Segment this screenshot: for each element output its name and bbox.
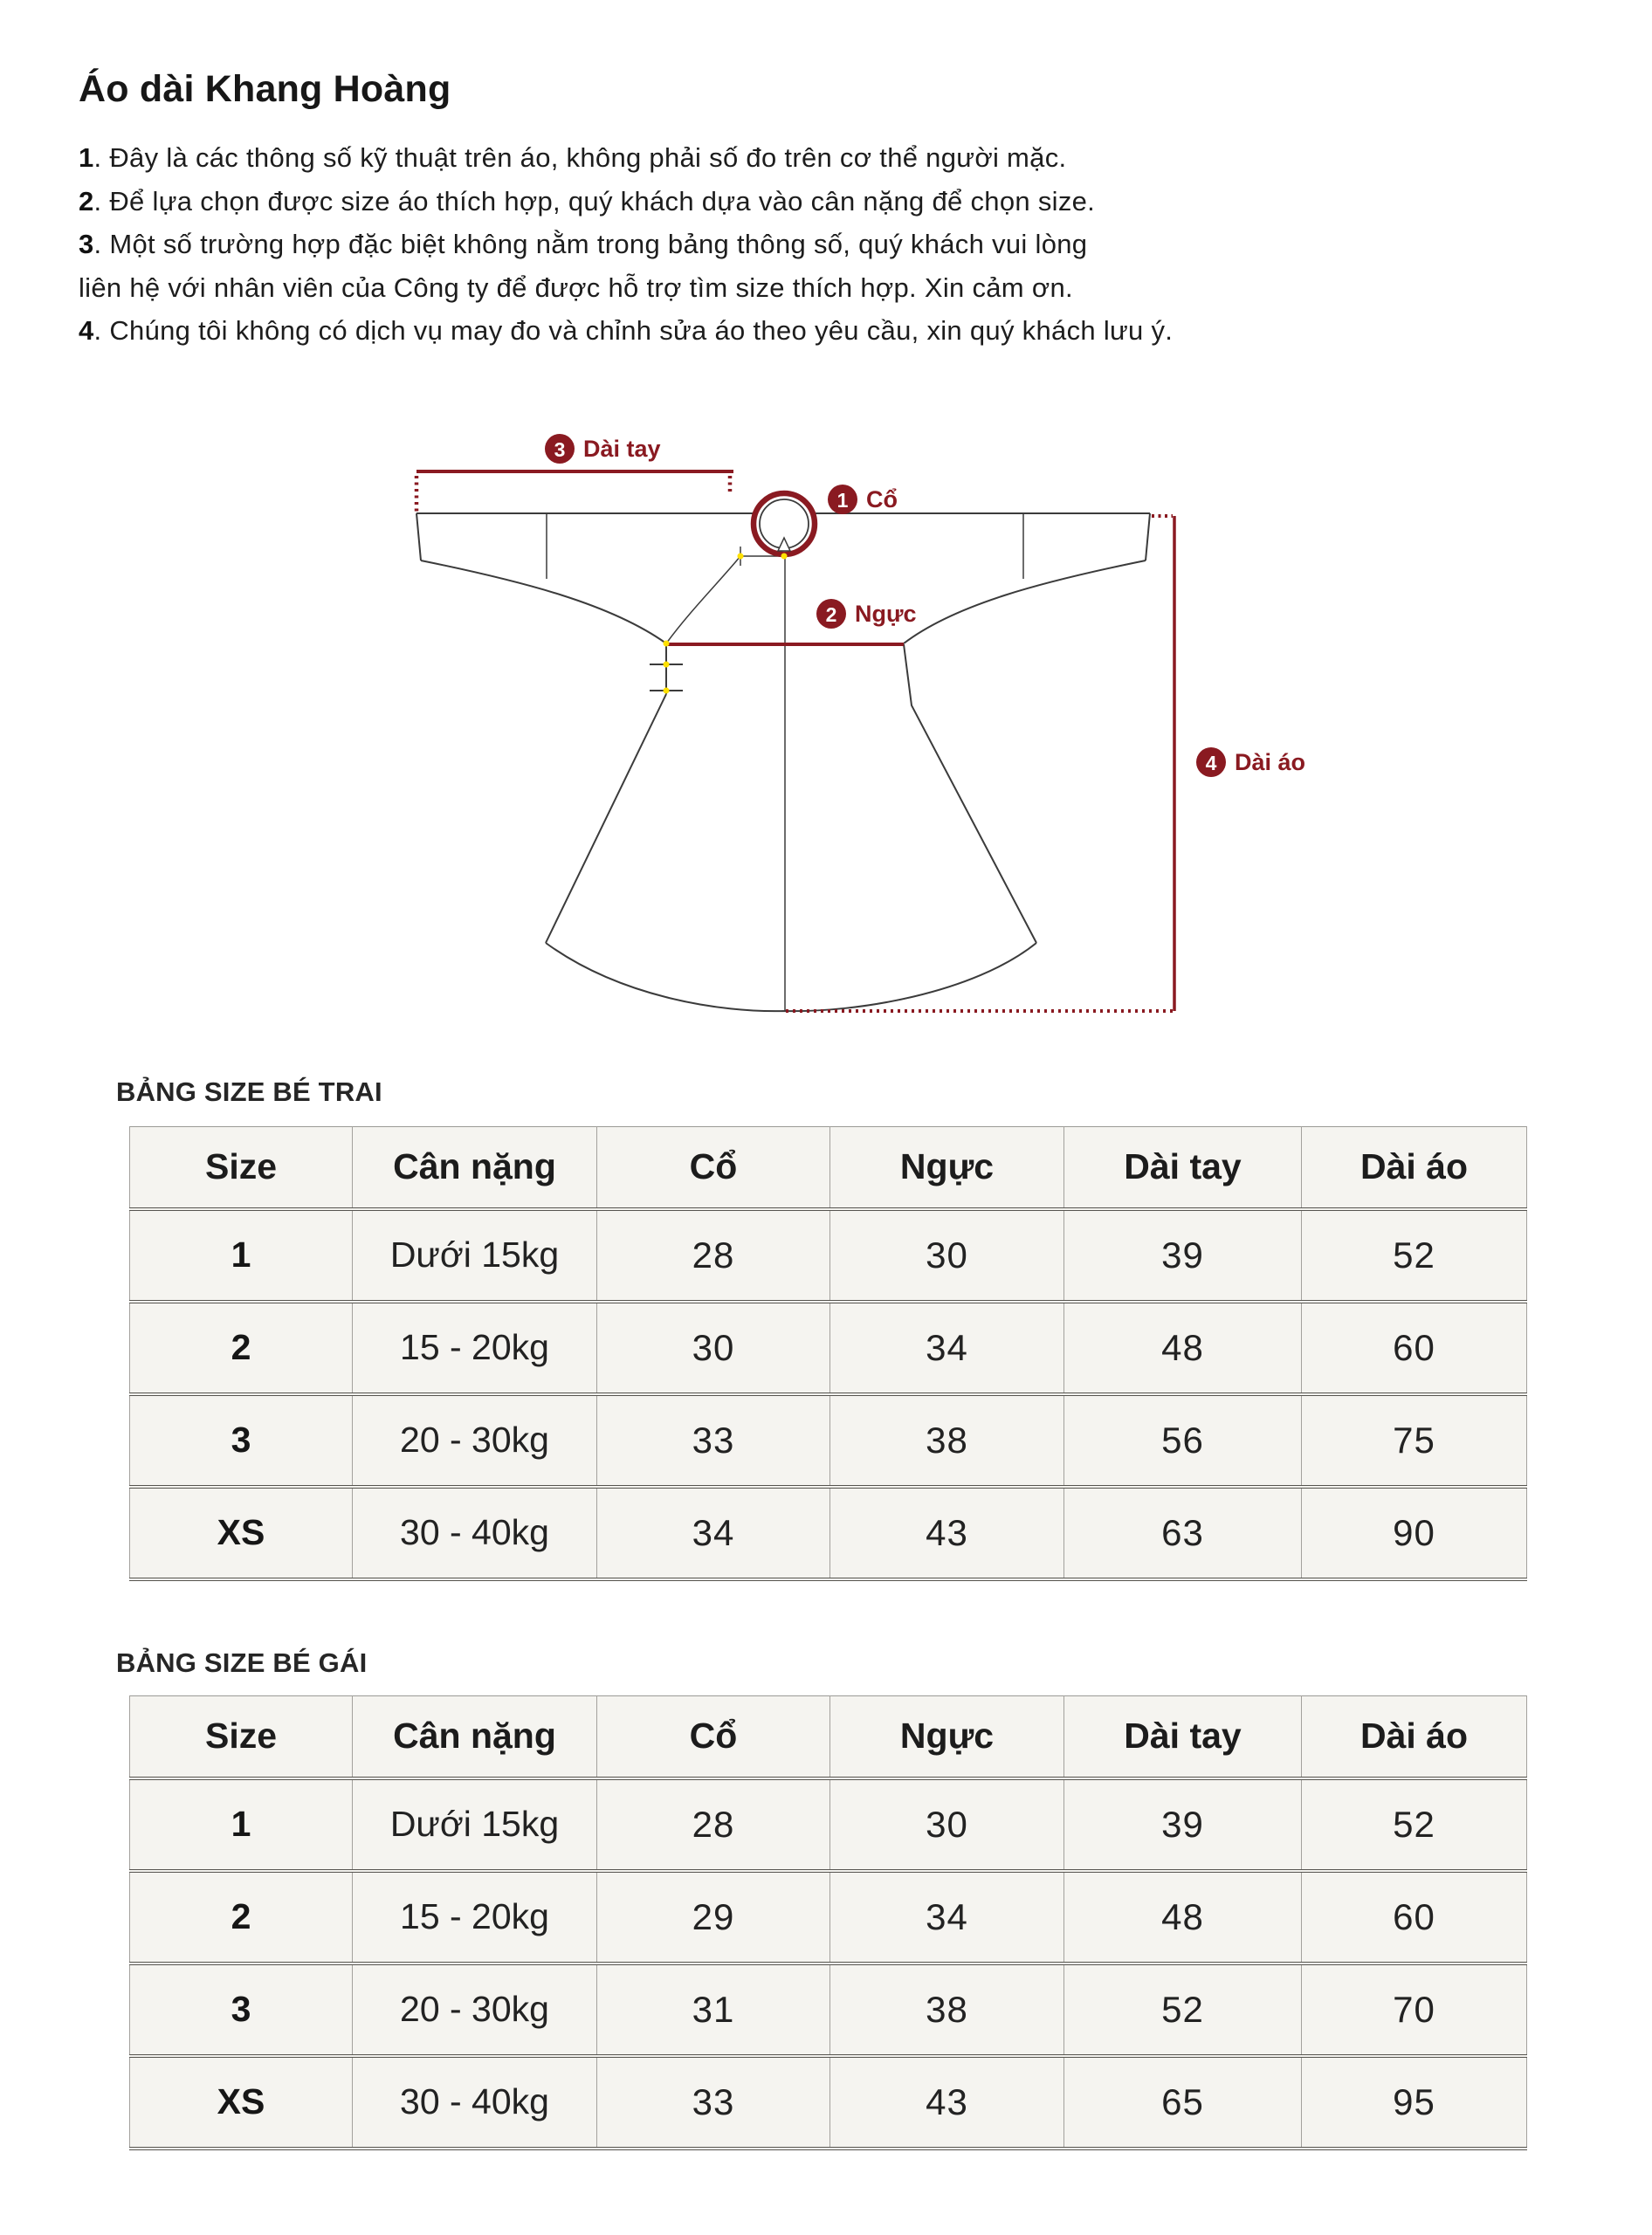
seam-marker — [781, 554, 788, 560]
ao-dai-measurement-diagram — [244, 410, 1327, 1061]
column-header: Dài áo — [1302, 1127, 1527, 1209]
value-cell: 38 — [830, 1963, 1064, 2056]
badge-4-digit: 4 — [1205, 752, 1217, 774]
badge-3-digit: 3 — [554, 438, 566, 461]
column-header: Ngực — [830, 1696, 1064, 1778]
column-header: Cân nặng — [353, 1696, 597, 1778]
size-cell: 3 — [130, 1963, 353, 2056]
garment-length-label: Dài áo — [1235, 749, 1306, 775]
value-cell: 38 — [830, 1394, 1064, 1487]
size-cell: 1 — [130, 1209, 353, 1302]
note-text: . Một số trường hợp đặc biệt không nằm trong bảng thông số, quý khách vui lòng — [93, 229, 1088, 259]
value-cell: 70 — [1302, 1963, 1527, 2056]
note-text: . Đây là các thông số kỹ thuật trên áo, không phải số đo trên cơ thể người mặc. — [93, 142, 1067, 173]
column-header: Cổ — [597, 1696, 830, 1778]
value-cell: 90 — [1302, 1487, 1527, 1579]
column-header: Ngực — [830, 1127, 1064, 1209]
note-line — [79, 266, 1173, 310]
table-row — [130, 1963, 1527, 2056]
boys-table-heading: BẢNG SIZE BÉ TRAI — [116, 1076, 382, 1107]
value-cell: 31 — [597, 1963, 830, 2056]
note-number: 2 — [79, 185, 94, 217]
note-text: . Để lựa chọn được size áo thích hợp, quý khách dựa vào cân nặng để chọn size. — [93, 185, 1096, 217]
value-cell: 75 — [1302, 1394, 1527, 1487]
sleeve-length-label: Dài tay — [583, 436, 661, 462]
value-cell: 30 - 40kg — [353, 1487, 597, 1579]
note-line — [79, 309, 1173, 353]
value-cell: 15 - 20kg — [353, 1302, 597, 1394]
column-header: Dài tay — [1064, 1127, 1302, 1209]
table-row — [130, 2056, 1527, 2149]
chest-label: Ngực — [855, 601, 917, 627]
value-cell: 34 — [830, 1302, 1064, 1394]
value-cell: 20 - 30kg — [353, 1394, 597, 1487]
badge-1-digit: 1 — [836, 489, 849, 512]
seam-marker — [738, 554, 744, 560]
placket-curve — [666, 556, 740, 643]
girls-size-table — [129, 1695, 1527, 2150]
value-cell: 34 — [597, 1487, 830, 1579]
girls-table-heading: BẢNG SIZE BÉ GÁI — [116, 1647, 368, 1678]
left-underarm-curve — [421, 560, 666, 643]
notes-list — [79, 136, 1173, 353]
column-header: Dài áo — [1302, 1696, 1527, 1778]
seam-marker — [664, 688, 670, 694]
value-cell: 29 — [597, 1871, 830, 1963]
value-cell: 48 — [1064, 1302, 1302, 1394]
seam-marker — [664, 641, 670, 647]
value-cell: 28 — [597, 1209, 830, 1302]
value-cell: 60 — [1302, 1871, 1527, 1963]
value-cell: 60 — [1302, 1302, 1527, 1394]
table-row — [130, 1302, 1527, 1394]
right-skirt-seam — [904, 644, 1036, 943]
size-cell: 2 — [130, 1871, 353, 1963]
column-header: Cổ — [597, 1127, 830, 1209]
value-cell: 65 — [1064, 2056, 1302, 2149]
value-cell: 52 — [1064, 1963, 1302, 2056]
size-cell: XS — [130, 1487, 353, 1579]
size-cell: 3 — [130, 1394, 353, 1487]
hem-curve — [546, 943, 1036, 1011]
note-number: 4 — [79, 315, 94, 346]
table-row — [130, 1871, 1527, 1963]
value-cell: 15 - 20kg — [353, 1871, 597, 1963]
garment-diagram-svg — [244, 410, 1327, 1061]
header-row — [130, 1696, 1527, 1778]
column-header: Cân nặng — [353, 1127, 597, 1209]
note-number: 1 — [79, 142, 94, 173]
note-line — [79, 136, 1173, 180]
size-cell: 1 — [130, 1778, 353, 1871]
value-cell: 30 — [830, 1778, 1064, 1871]
note-number: 3 — [79, 229, 94, 259]
value-cell: Dưới 15kg — [353, 1778, 597, 1871]
value-cell: 30 — [830, 1209, 1064, 1302]
value-cell: 39 — [1064, 1778, 1302, 1871]
left-skirt-seam — [546, 694, 666, 943]
boys-size-table — [129, 1126, 1527, 1581]
badge-2-digit: 2 — [825, 603, 837, 626]
left-cuff-line — [416, 513, 421, 560]
value-cell: 33 — [597, 1394, 830, 1487]
value-cell: 39 — [1064, 1209, 1302, 1302]
note-line — [79, 180, 1173, 224]
size-cell: XS — [130, 2056, 353, 2149]
value-cell: 28 — [597, 1778, 830, 1871]
header-row — [130, 1127, 1527, 1209]
page-title: Áo dài Khang Hoàng — [79, 68, 451, 110]
right-cuff-line — [1146, 513, 1150, 560]
value-cell: 52 — [1302, 1209, 1527, 1302]
value-cell: 43 — [830, 1487, 1064, 1579]
seam-marker — [664, 662, 670, 668]
table-row — [130, 1394, 1527, 1487]
note-line — [79, 223, 1173, 266]
value-cell: 30 - 40kg — [353, 2056, 597, 2149]
column-header: Dài tay — [1064, 1696, 1302, 1778]
table-row — [130, 1778, 1527, 1871]
value-cell: 48 — [1064, 1871, 1302, 1963]
value-cell: 56 — [1064, 1394, 1302, 1487]
value-cell: 43 — [830, 2056, 1064, 2149]
right-underarm-curve — [904, 560, 1146, 643]
size-cell: 2 — [130, 1302, 353, 1394]
value-cell: 33 — [597, 2056, 830, 2149]
column-header: Size — [130, 1127, 353, 1209]
table-row — [130, 1487, 1527, 1579]
collar-label: Cổ — [866, 486, 898, 512]
value-cell: Dưới 15kg — [353, 1209, 597, 1302]
note-text: . Chúng tôi không có dịch vụ may đo và chỉnh sửa áo theo yêu cầu, xin quý khách lưu ý. — [93, 315, 1174, 346]
value-cell: 34 — [830, 1871, 1064, 1963]
value-cell: 20 - 30kg — [353, 1963, 597, 2056]
value-cell: 95 — [1302, 2056, 1527, 2149]
note-text: liên hệ với nhân viên của Công ty để được hỗ trợ tìm size thích hợp. Xin cảm ơn. — [79, 272, 1073, 303]
value-cell: 52 — [1302, 1778, 1527, 1871]
table-row — [130, 1209, 1527, 1302]
column-header: Size — [130, 1696, 353, 1778]
value-cell: 30 — [597, 1302, 830, 1394]
value-cell: 63 — [1064, 1487, 1302, 1579]
